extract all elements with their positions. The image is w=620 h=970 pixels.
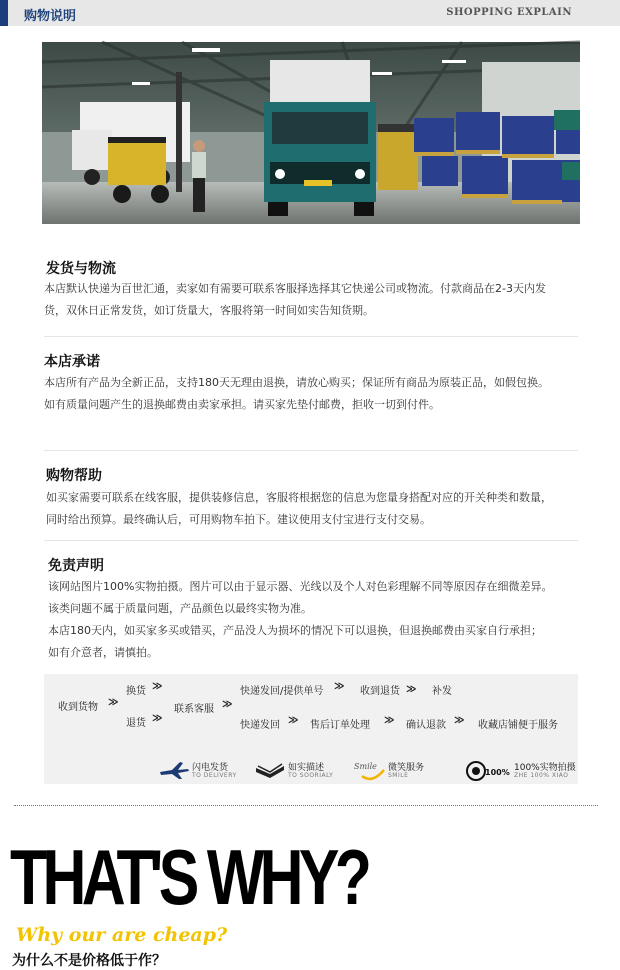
- badge-smile-service: [354, 760, 425, 784]
- text-line: 如买家需要可联系在线客服，提供装修信息，客服将根据您的信息为您量身搭配对应的开关种类和数量，: [46, 491, 552, 504]
- divider: [44, 450, 578, 451]
- flow-arrow: ≫: [152, 713, 163, 724]
- badge-sub: TO DELIVERY: [192, 772, 237, 779]
- section-title-shipping: 发货与物流: [46, 261, 116, 277]
- text-line: 本店所有产品为全新正品，支持180天无理由退换，请放心购买；保证所有商品为原装正品，如假包换。: [44, 376, 549, 389]
- dotted-divider: [14, 805, 598, 806]
- flow-ship-back: 快递发回: [240, 720, 280, 731]
- badge-accurate-description: [254, 760, 334, 784]
- flow-arrow: ≫: [288, 715, 299, 726]
- flow-arrow: ≫: [108, 697, 119, 708]
- section-title-help: 购物帮助: [46, 468, 102, 484]
- text-line: 本店默认快递为百世汇通，卖家如有需要可联系客服择选择其它快递公司或物流。付款商品在2-3天内发: [44, 282, 546, 295]
- flow-arrow: ≫: [454, 715, 465, 726]
- text-line: 该网站图片100%实物拍摄。图片可以由于显示器、光线以及个人对色彩理解不同等原因存在细微差异。: [48, 580, 553, 593]
- section-title-disclaimer: 免责声明: [48, 558, 104, 574]
- flow-arrow: ≫: [406, 684, 417, 695]
- badge-sub: TO SOORIALY: [288, 772, 334, 779]
- camera-100-icon: [466, 760, 510, 782]
- badge-label: 如实描述: [288, 763, 325, 773]
- text-line: 如有质量问题产生的退换邮费由卖家承担。请买家先垫付邮费，拒收一切到付件。: [44, 398, 440, 411]
- plane-icon: [158, 760, 190, 780]
- banner-cut-text: 为什么不是价格低于作？: [12, 953, 166, 969]
- text-line: 货，双休日正常发货，如订货量大，客服将第一时间如实告知货期。: [44, 304, 374, 317]
- banner-headline: THAT'S WHY?: [10, 833, 368, 921]
- page-title: 购物说明: [24, 9, 77, 24]
- text-line: 该类问题不属于质量问题，产品颜色以最终实物为准。: [48, 602, 312, 615]
- badge-label: 100%实物拍摄: [514, 763, 576, 773]
- header-bar: [0, 0, 620, 26]
- badge-sub: ZHE 100% XIAO: [514, 772, 569, 779]
- section-body-promise: [44, 372, 584, 416]
- banner-tagline: Why our are cheap?: [16, 924, 228, 946]
- camera-100-mark: 100%: [485, 768, 510, 777]
- page-subtitle: SHOPPING EXPLAIN: [446, 7, 572, 18]
- badge-fast-delivery: [158, 760, 237, 784]
- flow-exchange: 换货: [126, 686, 146, 697]
- smile-mark: Smile: [354, 762, 377, 771]
- badge-sub: SMILE: [388, 772, 409, 779]
- flow-arrow: ≫: [222, 699, 233, 710]
- text-line: 如有介意者，请慎拍。: [48, 646, 158, 659]
- flow-arrow: ≫: [152, 681, 163, 692]
- badge-label: 闪电发货: [192, 763, 229, 773]
- flow-confirm-refund: 确认退款: [406, 720, 446, 731]
- flow-ship-provide: 快递发回/提供单号: [240, 686, 324, 697]
- flow-contact: 联系客服: [174, 704, 214, 715]
- divider: [44, 540, 578, 541]
- divider: [44, 336, 578, 337]
- flow-receive: 收到货物: [58, 702, 98, 713]
- flow-resend: 补发: [432, 686, 452, 697]
- section-body-help: [46, 487, 586, 531]
- book-icon: [254, 760, 286, 780]
- section-body-disclaimer: [48, 576, 588, 664]
- header-accent: [0, 0, 8, 26]
- warehouse-photo: [42, 42, 580, 224]
- section-title-promise: 本店承诺: [44, 354, 100, 370]
- text-line: 同时给出预算。最终确认后，可用购物车拍下。建议使用支付宝进行支付交易。: [46, 513, 431, 526]
- badge-real-photo: [466, 760, 576, 784]
- flow-arrow: ≫: [334, 681, 345, 692]
- smile-icon: [354, 760, 388, 782]
- flow-return: 退货: [126, 718, 146, 729]
- flow-arrow: ≫: [384, 715, 395, 726]
- flow-after-sale: 售后订单处理: [310, 720, 370, 731]
- badge-label: 微笑服务: [388, 763, 425, 773]
- flow-favorite: 收藏店铺便于服务: [478, 720, 558, 731]
- text-line: 本店180天内，如买家多买或错买，产品没人为损坏的情况下可以退换，但退换邮费由买家自行承担；: [48, 624, 542, 637]
- section-body-shipping: [44, 278, 584, 322]
- flow-confirm-exchange: 收到退货: [360, 686, 400, 697]
